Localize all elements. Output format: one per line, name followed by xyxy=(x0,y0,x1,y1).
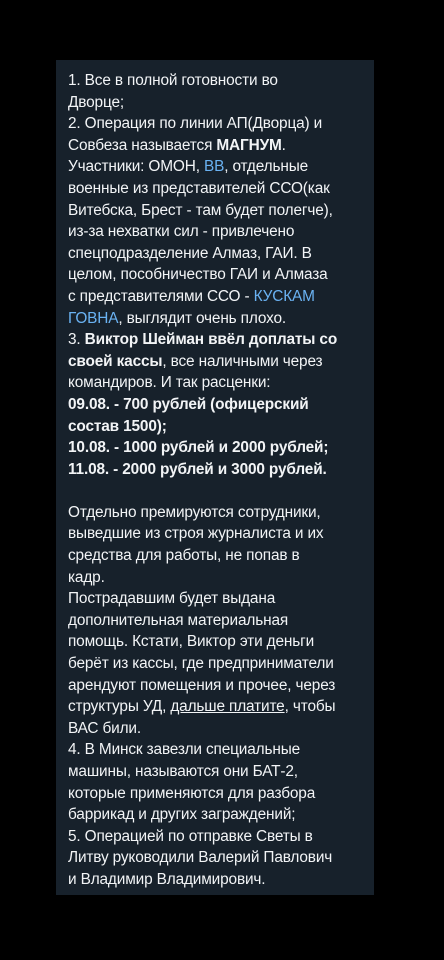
bold-text: своей кассы xyxy=(68,352,163,370)
text-line: помощь. Кстати, Виктор эти деньги xyxy=(68,633,315,651)
hashtag-link-kuskam[interactable]: КУСКАМ xyxy=(253,287,315,305)
hashtag-link-vv[interactable]: ВВ xyxy=(203,158,225,176)
text-line: 1. Все в полной готовности во xyxy=(68,72,278,89)
message-bubble[interactable] xyxy=(56,60,374,895)
text-line: и Владимир Владимирович. xyxy=(68,870,266,888)
text-line: которые применяются для разбора xyxy=(68,784,316,802)
text-line: 3. Виктор Шейман ввёл доплаты со xyxy=(68,331,338,349)
text-line: из-за нехватки сил - привлечено xyxy=(68,223,295,241)
text-line: Отдельно премируются сотрудники, xyxy=(68,503,321,521)
message-text xyxy=(68,70,368,891)
price-line: 09.08. - 700 рублей (офицерский xyxy=(68,395,309,413)
text-line: берёт из кассы, где предприниматели xyxy=(68,655,334,673)
magnum-bold: МАГНУМ xyxy=(216,136,282,154)
hashtag-link-govna[interactable]: ГОВНА xyxy=(68,309,119,327)
bottom-dark-area xyxy=(0,895,444,960)
underlined-text: дальше платите xyxy=(170,698,285,716)
text-line: Пострадавшим будет выдана xyxy=(68,590,276,608)
text-line: 4. В Минск завезли специальные xyxy=(68,741,301,759)
text-line: 5. Операцией по отправке Светы в xyxy=(68,827,313,845)
text-line: выведшие из строя журналиста и их xyxy=(68,525,324,543)
text-line: Дворце; xyxy=(68,93,124,111)
text-line: своей кассы, все наличными через xyxy=(68,352,323,370)
text-line: ГОВНА, выглядит очень плохо. xyxy=(68,309,287,327)
text-line: машины, называются они БАТ-2, xyxy=(68,763,298,780)
text-line: Совбеза называется МАГНУМ. xyxy=(68,136,286,154)
text-line: целом, пособничество ГАИ и Алмаза xyxy=(68,266,328,284)
text-line: военные из представителей ССО(как xyxy=(68,179,330,197)
text-line: арендуют помещения и прочее, через xyxy=(68,676,336,694)
text-line: баррикад и других заграждений; xyxy=(68,806,296,824)
paragraph-gap xyxy=(68,480,368,502)
bold-text: Виктор Шейман ввёл доплаты со xyxy=(84,331,338,349)
text-line: Участники: ОМОН, ВВ, отдельные xyxy=(68,158,309,176)
text-line: спецподразделение Алмаз, ГАИ. В xyxy=(68,244,312,262)
price-line: состав 1500); xyxy=(68,417,167,435)
text-line: Витебска, Брест - там будет полегче), xyxy=(68,201,333,219)
price-line: 11.08. - 2000 рублей и 3000 рублей. xyxy=(68,460,327,478)
text-line: Литву руководили Валерий Павлович xyxy=(68,849,333,867)
text-line: средства для работы, не попав в xyxy=(68,547,300,565)
text-line: 2. Операция по линии АП(Дворца) и xyxy=(68,115,323,133)
text-line: структуры УД, дальше платите, чтобы xyxy=(68,698,336,716)
text-line: дополнительная материальная xyxy=(68,611,289,629)
text-line: ВАС били. xyxy=(68,719,141,737)
price-line: 10.08. - 1000 рублей и 2000 рублей; xyxy=(68,439,329,457)
text-line: кадр. xyxy=(68,568,105,586)
text-line: с представителями ССО - КУСКАМ xyxy=(68,287,315,305)
text-line: командиров. И так расценки: xyxy=(68,374,271,392)
